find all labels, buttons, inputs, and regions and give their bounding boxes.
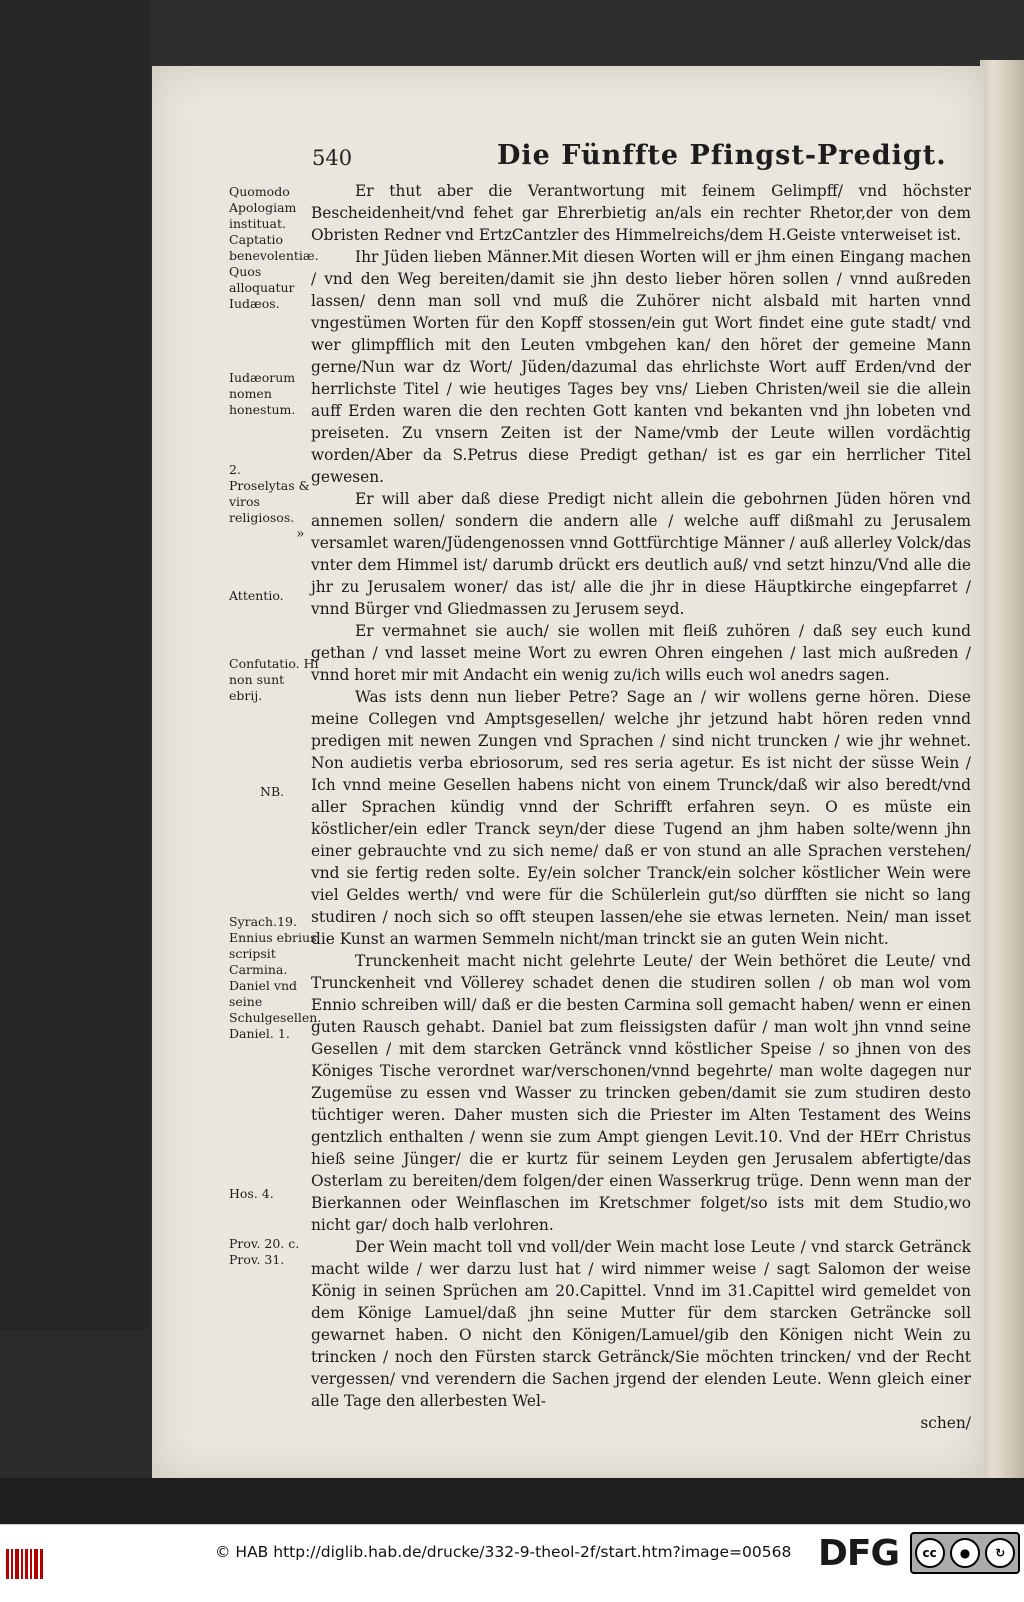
margin-note: Syrach.19. Ennius ebrius scripsit Carmina. Daniel vnd seine Schulgesellen. Daniel. 1. [229,914,322,1041]
by-icon: ● [950,1538,980,1568]
paragraph: Er will aber daß diese Predigt nicht allein die gebohrnen Jüden hören vnd annemen sollen/ sondern die andern alle / welche auff dißmahl zu Jerusalem versamlet waren/Jüdengenossen vnnd Gottfürchtige Männer / auß allerley Volck/das vnter dem Himmel ist/ darumb drückt ers deutlich auß/ vnd setzt hinzu/Vnd alle die jhr zu Jerusalem woner/ das ist/ alle die jhr in diese Häuptkirche eingepfarret / vnnd Bürger vnd Gliedmassen zu Jerusem seyd. [311,490,971,618]
page-number: 540 [312,146,353,170]
paragraph: Was ists denn nun lieber Petre? Sage an / wir wollens gerne hören. Diese meine Collegen vnd Amptsgesellen/ welche jhr jetzund habt hören reden vnnd predigen mit newen Zungen vnd Sprachen / sind nicht truncken / wie jhr wehnet. Non audietis verba ebriosorum, sed res seria agetur. Es ist nicht der süsse Wein / Ich vnnd meine Gesellen habens nicht von einem Trunck/daß wir also beredt/vnd aller Sprachen kündig vnnd der Schrifft erfahren seyn. O es müste ein köstlicher/ein edler Tranck seyn/der diese Tugend an jhm haben solte/wenn jhn einer gebrauchte vnd zu sich neme/ daß er von stund an alle Sprachen verstehen/ vnd sie fertig reden solte. Ey/ein solcher Tranck/ein solcher köstlicher Wein were viel Geldes werth/ vnd were für die Schülerlein gut/so dürfften sie nicht so lang studiren / noch sich so offt steupen lassen/ehe sie etwas lerneten. Nein/ man isset die Kunst an warmen Semmeln nicht/man trinckt sie an guten Wein nicht. [311,688,971,948]
paragraph: Der Wein macht toll vnd voll/der Wein macht lose Leute / vnd starck Getränck macht wilde / wer darzu lust hat / wird nimmer weise / sagt Salomon der weise König in seinen Sprüchen am 20.Capittel. Vnnd im 31.Capittel wird gemeldet von dem Könige Lamuel/daß jhn seine Mutter für dem starcken Geträncke soll gewarnet haben. O nicht den Königen/Lamuel/gib den Königen nicht Wein zu trincken / noch den Fürsten starck Getränck/Sie möchten trincken/ vnd der Recht vergessen/ vnd verendern die Sachen jrgend der elenden Leute. Wenn gleich einer alle Tage den allerbesten Wel- [311,1238,971,1410]
margin-note: » [296,526,305,542]
adjacent-page-edge [980,60,1024,1480]
paragraph: Er thut aber die Verantwortung mit feinem Gelimpff/ vnd höchster Bescheidenheit/vnd fehet gar Ehrerbietig an/als ein rechter Rhetor,der von dem Obristen Redner vnd ErtzCantzler des Himmelreichs/dem H.Geiste vnterweiset ist. [311,182,971,244]
margin-note: Confutatio. Hi non sunt ebrij. [229,656,319,703]
cc-license-badge[interactable] [910,1532,1020,1574]
margin-note: Iudæorum nomen honestum. [229,370,296,417]
margin-note: Proselytas & viros religiosos. [229,478,310,525]
margin-note: Attentio. [229,588,284,603]
book-page [152,66,984,1480]
dfg-logo: DFG [818,1533,900,1574]
hab-barcode-icon [6,1549,46,1579]
cc-icon: cc [915,1538,945,1568]
main-text [311,180,971,1434]
scan-background-left [0,0,150,1330]
source-credit-link[interactable]: © HAB http://diglib.hab.de/drucke/332-9-theol-2f/start.htm?image=00568 [215,1543,792,1561]
paragraph: Trunckenheit macht nicht gelehrte Leute/ der Wein bethöret die Leute/ vnd Trunckenheit vnd Völlerey schadet denen die studiren sollen / ob man wol vom Ennio schreiben will/ daß er die besten Carmina soll gemacht haben/ wenn er einen guten Rausch gehabt. Daniel bat zum fleissigsten dafür / man wolt jhn vnnd seine Gesellen / mit dem starcken Getränck vnnd köstlicher Speise / so jhnen von des Königes Tische verordnet war/verschonen/vnnd begehrte/ man wolte dagegen nur Zugemüse zu essen vnd Wasser zu trincken geben/damit sie zum studiren desto tüchtiger weren. Daher musten sich die Priester im Alten Testament des Weins gentzlich enthalten / wenn sie zum Ampt giengen Levit.10. Vnd der HErr Christus hieß seine Jünger/ die er kurtz für seinem Leyden gen Jerusalem abfertigte/das Osterlam zu bereiten/dem folgen/der einen Wasserkrug trüge. Denn wenn man der Bierkannen oder Weinflaschen im Kretschmer folget/so ists mit dem Studio,wo nicht gar/ doch halb verlohren. [311,952,971,1234]
paragraph: Ihr Jüden lieben Männer.Mit diesen Worten will er jhm einen Eingang machen / vnd den Weg bereiten/damit sie jhn desto lieber hören sollen / vnnd außreden lassen/ denn man soll vnd muß die Zuhörer nicht alsbald mit harten vnnd vngestümen Worten für den Kopff stossen/ein gut Wort findet eine gute stadt/ vnd wer glimpfflich mit den Leuten vmbgehen kan/ den höret der gemeine Mann gerne/Nun war dz Wort/ Jüden/dazumal das ehrlichste Wort auff Erden/vnd der herrlichste Titel / wie heutiges Tages bey vns/ Lieben Christen/weil sie die allein auff Erden waren die den rechten Gott kanten vnd bekanten vnd jhn lobeten vnd preiseten. Zu vnsern Zeiten ist der Name/vmb der Leute willen vordächtig worden/Aber da S.Petrus diese Predigt gethan/ ist es gar ein herrlicher Titel gewesen. [311,248,971,486]
margin-note: Quomodo Apologiam instituat. Captatio benevolentiæ. Quos alloquatur Iudæos. [229,184,319,311]
margin-note: NB. [260,784,285,799]
paragraph: Er vermahnet sie auch/ sie wollen mit fleiß zuhören / daß sey euch kund gethan / vnd lasset meine Wort zu ewren Ohren eingehen / last mich außreden / vnnd horet mir mit Andacht ein wenig zu/ich wills euch wol anedrs sagen. [311,622,971,684]
margin-note: Hos. 4. [229,1186,274,1201]
running-head: Die Fünffte Pfingst-Predigt. [497,140,947,171]
margin-note: Prov. 20. c. Prov. 31. [229,1236,300,1267]
catchword: schen/ [920,1414,971,1432]
margin-note: 2. [229,462,241,477]
sa-icon: ↻ [985,1538,1015,1568]
